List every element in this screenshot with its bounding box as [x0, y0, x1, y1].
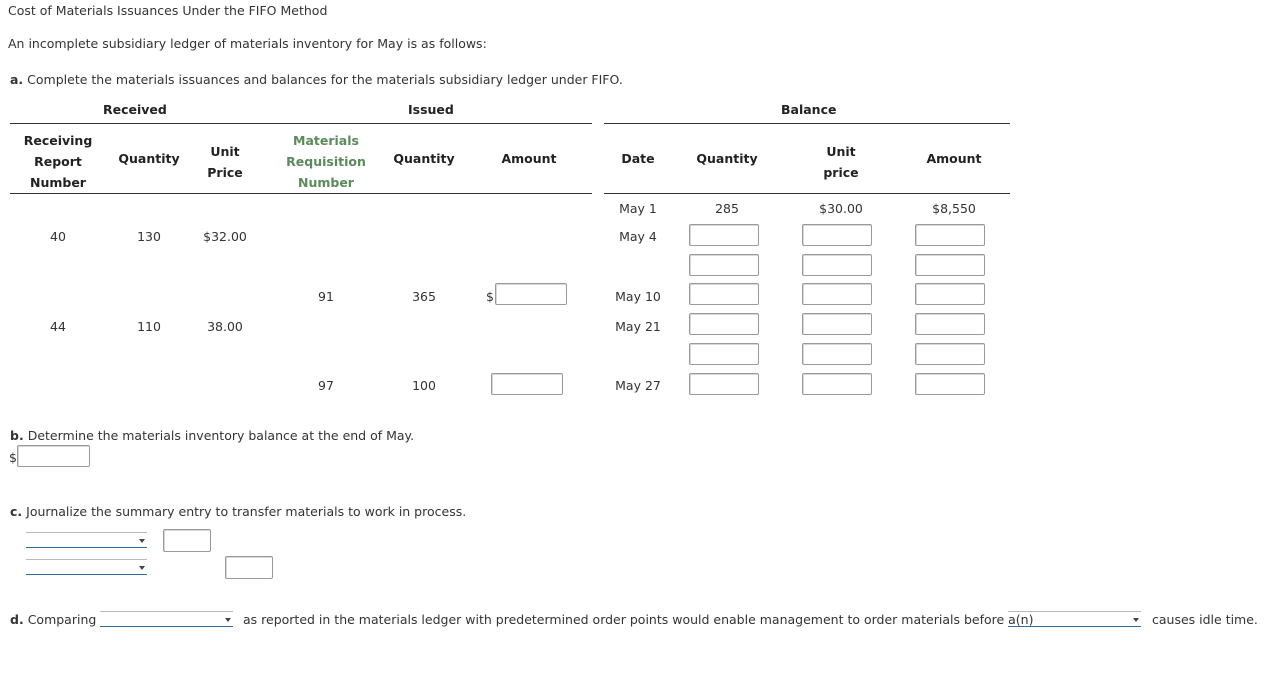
part-d-letter: d. — [10, 612, 24, 627]
part-a-letter: a. — [10, 72, 24, 87]
may10-date: May 10 — [615, 289, 661, 304]
ending-inventory-balance-input[interactable] — [17, 445, 90, 467]
may1-amount: $8,550 — [932, 201, 976, 216]
col-materials-requisition-number: Materials Requisition Number — [286, 133, 366, 190]
part-d-suffix-text: causes idle time. — [1152, 612, 1258, 627]
r44-unit-price: 38.00 — [207, 319, 243, 334]
r40-receiving-number: 40 — [50, 229, 66, 244]
col-received-unit-price: Unit Price — [207, 144, 243, 180]
r91-quantity: 365 — [412, 289, 436, 304]
part-d-second-select[interactable] — [1008, 611, 1141, 627]
may4-balance-quantity-input-2[interactable] — [689, 254, 759, 276]
part-c-letter: c. — [10, 504, 23, 519]
balance-top-rule — [604, 123, 1010, 124]
may10-balance-unit-price-input[interactable] — [802, 283, 872, 305]
may21-balance-unit-price-input-1[interactable] — [802, 313, 872, 335]
may4-balance-unit-price-input-2[interactable] — [802, 254, 872, 276]
journal-credit-account-select[interactable] — [26, 559, 147, 575]
part-b-text: Determine the materials inventory balance at the end of May. — [27, 428, 415, 443]
part-d-first-select[interactable] — [100, 611, 233, 627]
r91-dollar-sign: $ — [486, 289, 494, 304]
may27-balance-quantity-input[interactable] — [689, 373, 759, 395]
col-date: Date — [621, 151, 655, 166]
may1-unit-price: $30.00 — [819, 201, 863, 216]
balance-header-rule — [604, 193, 1010, 194]
col-balance-unit-price: Unit price — [823, 144, 859, 180]
r97-quantity: 100 — [412, 378, 436, 393]
may21-balance-quantity-input-2[interactable] — [689, 343, 759, 365]
col-receiving-report-number: Receiving Report Number — [23, 133, 93, 190]
col-balance-amount: Amount — [926, 151, 982, 166]
received-group-header: Received — [103, 102, 167, 117]
col-issued-quantity: Quantity — [393, 151, 455, 166]
r40-quantity: 130 — [137, 229, 161, 244]
col-issued-amount: Amount — [501, 151, 557, 166]
part-d-prefix — [10, 612, 96, 627]
may27-balance-unit-price-input[interactable] — [802, 373, 872, 395]
intro-text: An incomplete subsidiary ledger of materials inventory for May is as follows: — [8, 36, 487, 51]
journal-debit-account-select[interactable] — [26, 532, 147, 548]
may27-balance-amount-input[interactable] — [915, 373, 985, 395]
r44-receiving-number: 44 — [50, 319, 66, 334]
may4-date: May 4 — [619, 229, 657, 244]
may21-balance-amount-input-1[interactable] — [915, 313, 985, 335]
may21-balance-amount-input-2[interactable] — [915, 343, 985, 365]
may10-balance-amount-input[interactable] — [915, 283, 985, 305]
received-issued-header-rule — [10, 193, 592, 194]
may27-issued-amount-input[interactable] — [491, 373, 563, 395]
may21-balance-unit-price-input-2[interactable] — [802, 343, 872, 365]
may1-quantity: 285 — [715, 201, 739, 216]
may4-balance-quantity-input-1[interactable] — [689, 224, 759, 246]
col-received-quantity: Quantity — [118, 151, 180, 166]
journal-credit-amount-input[interactable] — [225, 556, 273, 579]
part-b-dollar-sign: $ — [9, 450, 17, 465]
may1-date: May 1 — [619, 201, 657, 216]
part-b-instruction — [10, 428, 414, 443]
journal-debit-amount-input[interactable] — [163, 529, 211, 552]
col-balance-quantity: Quantity — [696, 151, 758, 166]
may21-balance-quantity-input-1[interactable] — [689, 313, 759, 335]
may21-date: May 21 — [615, 319, 661, 334]
part-c-text: Journalize the summary entry to transfer materials to work in process. — [26, 504, 467, 519]
part-a-instruction — [10, 72, 623, 87]
balance-group-header: Balance — [781, 102, 837, 117]
r97-requisition-number: 97 — [318, 378, 334, 393]
may27-date: May 27 — [615, 378, 661, 393]
may4-balance-amount-input-2[interactable] — [915, 254, 985, 276]
part-b-letter: b. — [10, 428, 24, 443]
r40-unit-price: $32.00 — [203, 229, 247, 244]
issued-group-header: Issued — [408, 102, 454, 117]
may4-balance-amount-input-1[interactable] — [915, 224, 985, 246]
may10-issued-amount-input[interactable] — [495, 283, 567, 305]
part-d-middle-text: as reported in the materials ledger with predetermined order points would enable management to order materials before a(n) — [243, 612, 1034, 627]
part-c-instruction — [10, 504, 466, 519]
page-title: Cost of Materials Issuances Under the FIFO Method — [8, 3, 328, 18]
r91-requisition-number: 91 — [318, 289, 334, 304]
part-a-text: Complete the materials issuances and balances for the materials subsidiary ledger under FIFO. — [27, 72, 623, 87]
part-d-prefix-text: Comparing — [27, 612, 97, 627]
r44-quantity: 110 — [137, 319, 161, 334]
received-issued-top-rule — [10, 123, 592, 124]
may10-balance-quantity-input[interactable] — [689, 283, 759, 305]
may4-balance-unit-price-input-1[interactable] — [802, 224, 872, 246]
